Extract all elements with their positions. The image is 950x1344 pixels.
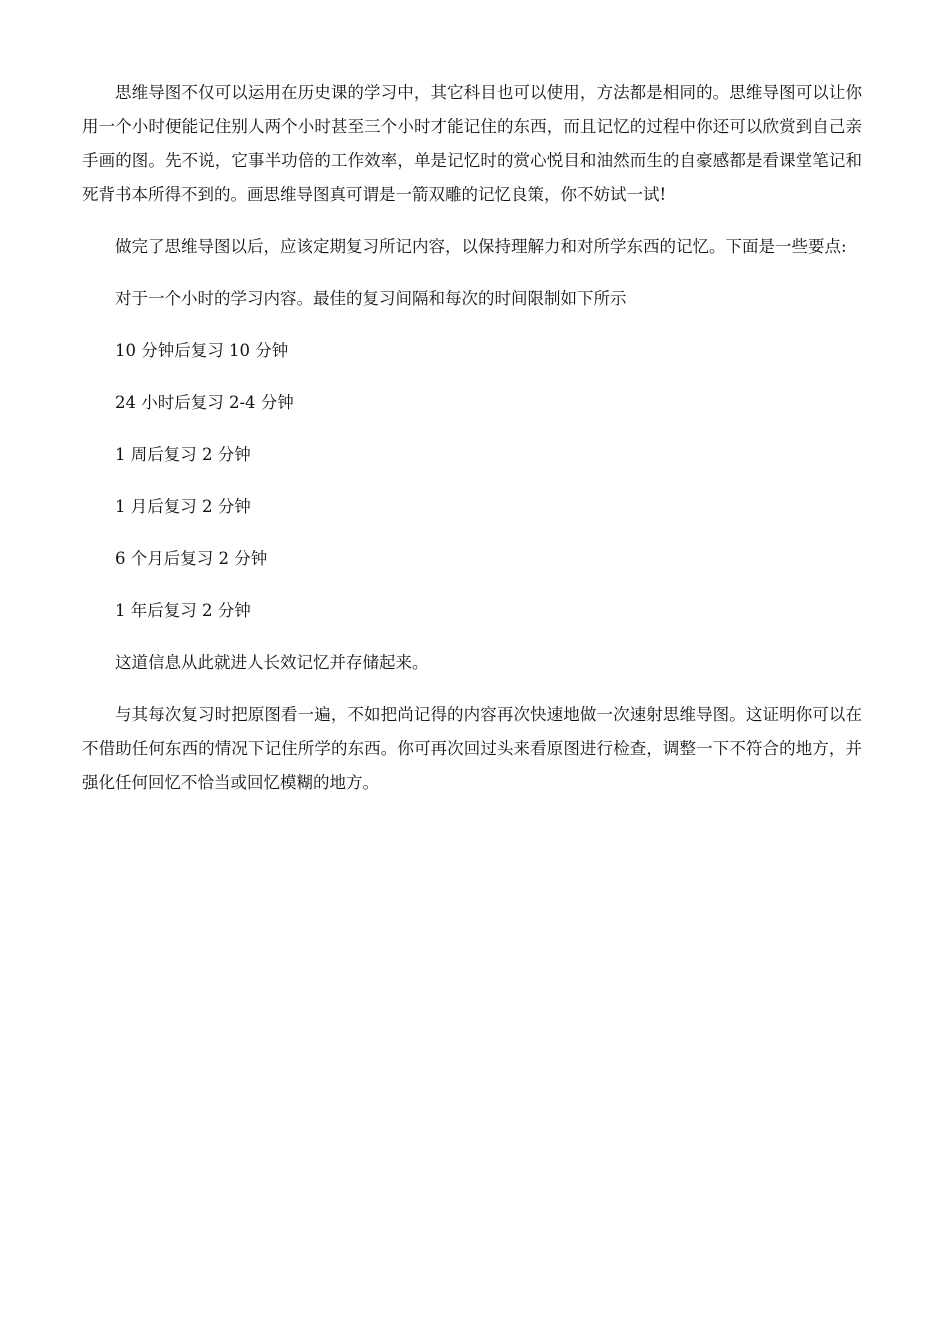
review-item-10-minutes: 10 分钟后复习 10 分钟	[115, 341, 289, 360]
review-item-1-month: 1 月后复习 2 分钟	[115, 497, 251, 516]
paragraph-review-schedule-intro: 对于一个小时的学习内容。最佳的复习间隔和每次的时间限制如下所示	[115, 289, 627, 308]
review-item-1-week: 1 周后复习 2 分钟	[115, 445, 251, 464]
paragraph-long-term-memory: 这道信息从此就进人长效记忆并存储起来。	[115, 653, 429, 672]
paragraph-quick-mindmap: 与其每次复习时把原图看一遍，不如把尚记得的内容再次快速地做一次速射思维导图。这证明你可以在不借助任何东西的情况下记住所学的东西。你可再次回过头来看原图进行检查，调整一下不符合的地方，并强化任何回忆不恰当或回忆模糊的地方。	[82, 705, 862, 792]
review-item-6-months: 6 个月后复习 2 分钟	[115, 549, 268, 568]
review-item-24-hours: 24 小时后复习 2-4 分钟	[115, 393, 294, 412]
paragraph-review-intro: 做完了思维导图以后，应该定期复习所记内容，以保持理解力和对所学东西的记忆。下面是一些要点:	[115, 237, 847, 256]
review-item-1-year: 1 年后复习 2 分钟	[115, 601, 251, 620]
document-page	[82, 76, 862, 818]
paragraph-mindmap-intro: 思维导图不仅可以运用在历史课的学习中，其它科目也可以使用，方法都是相同的。思维导图可以让你用一个小时便能记住别人两个小时甚至三个小时才能记住的东西，而且记忆的过程中你还可以欣赏到自己亲手画的图。先不说，它事半功倍的工作效率，单是记忆时的赏心悦目和油然而生的自豪感都是看课堂笔记和死背书本所得不到的。画思维导图真可谓是一箭双雕的记忆良策，你不妨试一试!	[82, 83, 862, 204]
